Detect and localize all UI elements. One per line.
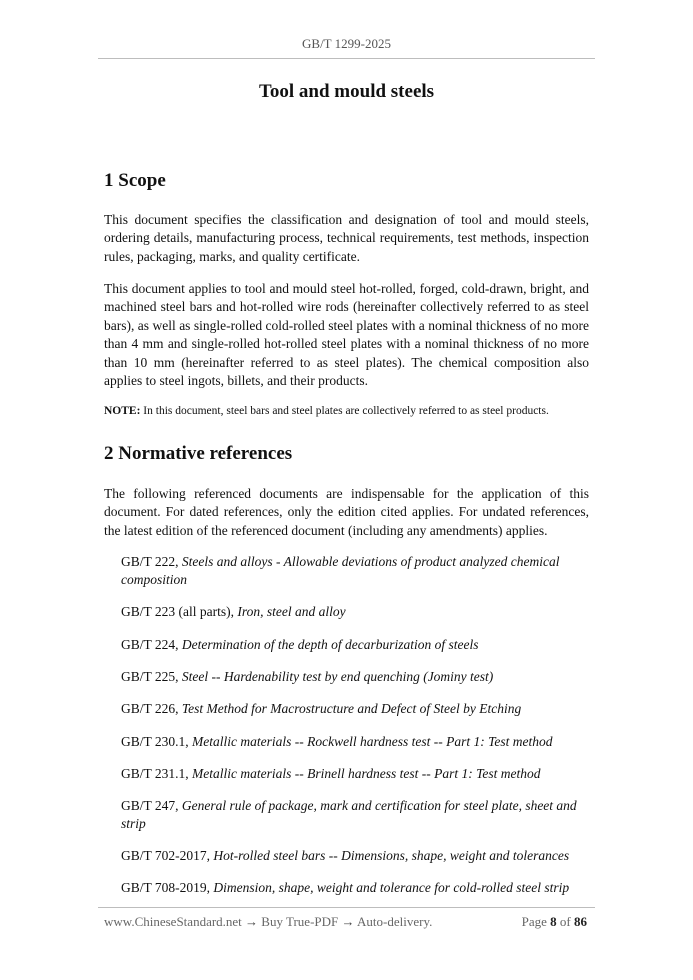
reference-item (121, 553, 589, 590)
reference-code: GB/T 225, (121, 669, 182, 684)
auto-delivery-text: Auto-delivery. (357, 914, 433, 929)
reference-item (121, 847, 589, 865)
reference-title: Metallic materials -- Rockwell hardness test -- Part 1: Test method (192, 734, 553, 749)
document-id-header: GB/T 1299-2025 (302, 36, 391, 51)
reference-title: Test Method for Macrostructure and Defect of Steel by Etching (181, 701, 522, 716)
page-number (522, 914, 587, 930)
footer-promo (104, 914, 432, 930)
reference-code: GB/T 702-2017, (121, 848, 214, 863)
reference-code: GB/T 247, (121, 798, 182, 813)
reference-code: GB/T 708-2019, (121, 880, 214, 895)
footer-rule (98, 907, 595, 908)
buy-pdf-link[interactable]: Buy True-PDF (261, 914, 339, 929)
references-intro-paragraph: The following referenced documents are indispensable for the application of this document. For dated references, only the edition cited applies. For undated references, the latest edition of the referenced document (including any amendments) applies. (104, 486, 589, 538)
reference-title: Steels and alloys - Allowable deviations of product analyzed chemical composition (121, 554, 560, 588)
page-total: 86 (574, 914, 587, 929)
page-current: 8 (550, 914, 557, 929)
header-rule (98, 58, 595, 59)
of-label: of (559, 914, 571, 929)
section-heading-normative-references: 2 Normative references (104, 443, 293, 464)
page-label: Page (521, 914, 547, 929)
reference-item (121, 700, 589, 718)
reference-item (121, 668, 589, 686)
reference-code: GB/T 222, (121, 554, 182, 569)
arrow-right-icon: → (341, 914, 355, 929)
note-label: NOTE: (104, 405, 141, 417)
reference-code: GB/T 230.1, (121, 734, 193, 749)
reference-title: General rule of package, mark and certification for steel plate, sheet and strip (121, 798, 577, 832)
reference-item (121, 797, 589, 834)
reference-title: Iron, steel and alloy (237, 604, 346, 619)
reference-title: Steel -- Hardenability test by end quenching (Jominy test) (181, 669, 494, 684)
scope-paragraph-2: This document applies to tool and mould steel hot-rolled, forged, cold-drawn, bright, and machined steel bars and hot-rolled wire rods (hereinafter collectively referred to as steel bars), as well as single-rolled cold-rolled steel plates with a nominal thickness of no more than 4 mm and single-rolled hot-rolled steel plates with a nominal thickness of no more than 10 mm (hereinafter referred to as steel plates). The chemical composition also applies to steel ingots, billets, and their products. (104, 281, 589, 389)
site-link[interactable]: www.ChineseStandard.net (104, 914, 242, 929)
arrow-right-icon: → (245, 914, 259, 929)
note-text: In this document, steel bars and steel plates are collectively referred to as steel products. (140, 405, 549, 417)
reference-item (121, 636, 589, 654)
reference-title: Determination of the depth of decarburization of steels (181, 637, 479, 652)
scope-paragraph-1: This document specifies the classification and designation of tool and mould steels, ordering details, manufacturing process, technical requirements, test methods, inspection rules, packaging, marks, and quality certificate. (104, 212, 589, 264)
document-title: Tool and mould steels (258, 81, 435, 102)
reference-title: Hot-rolled steel bars -- Dimensions, shape, weight and tolerances (213, 848, 570, 863)
reference-title: Dimension, shape, weight and tolerance for cold-rolled steel strip (213, 880, 570, 895)
reference-code: GB/T 223 (all parts), (121, 604, 238, 619)
scope-note (104, 403, 589, 419)
section-heading-scope: 1 Scope (104, 170, 166, 191)
reference-code: GB/T 226, (121, 701, 182, 716)
reference-item (121, 603, 589, 621)
reference-code: GB/T 231.1, (121, 766, 193, 781)
reference-item (121, 879, 589, 897)
reference-code: GB/T 224, (121, 637, 182, 652)
reference-title: Metallic materials -- Brinell hardness test -- Part 1: Test method (192, 766, 541, 781)
reference-item (121, 733, 589, 751)
reference-item (121, 765, 589, 783)
